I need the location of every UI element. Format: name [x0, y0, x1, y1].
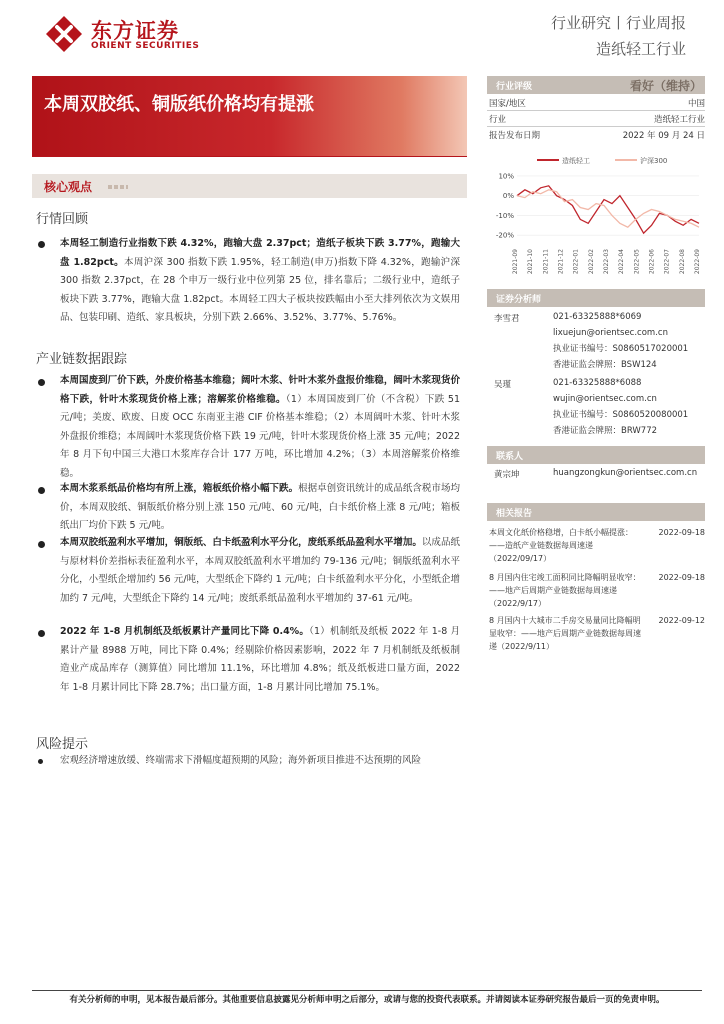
chain-text-3: 以成品纸与原材料价差指标表征盈利水平，本周双胶纸盈利水平增加约 79-136 元/吨；铜版纸盈利水平分化，小型纸企增加约 56 元/吨，大型纸企下降约 1 元/吨；白卡纸盈利水平分化，小型纸企增加约 7 元/吨，大型纸企下降约 14 元/吨；废纸系纸品盈利水平增加约 37-61 元/吨。: [60, 537, 460, 604]
analyst-details: [553, 309, 688, 373]
chain-bold-2: 本周木浆系纸品价格均有所上涨，箱板纸价格小幅下跌。: [60, 483, 299, 494]
analyst-email[interactable]: lixuejun@orientsec.com.cn: [553, 328, 668, 338]
orient-securities-logo: [44, 14, 84, 54]
logo-text-cn: 东方证券: [91, 19, 179, 43]
analyst-phone: 021-63325888*6069: [553, 312, 642, 322]
rating-value: 看好（维持）: [629, 79, 702, 93]
chain-text-2: 根据卓创资讯统计的成品纸含税市场均价，本周双胶纸、铜版纸价格分别上涨 150 元/吨、60 元/吨，白卡纸价格上涨 8 元/吨；箱板纸出厂均价下跌 5 元/吨。: [60, 483, 460, 531]
y-tick-label: 0%: [502, 192, 514, 201]
section-title-market: 行情回顾: [36, 212, 89, 227]
y-tick-label: -10%: [495, 211, 514, 220]
info-value: 中国: [687, 99, 705, 109]
footer-disclaimer: 有关分析师的申明，见本报告最后部分。其他重要信息披露见分析师申明之后部分，或请与您的投资代表联系。并请阅读本证券研究报告最后一页的免责申明。: [69, 995, 665, 1005]
banner-subtitle: ——造纸产业链数据每周速递（2022/09/24）: [209, 210, 459, 224]
series-line: [517, 190, 699, 227]
report-date: 2022-09-18: [658, 573, 705, 582]
chain-text-1: （1）本周国废到厂价（不含税）下跌 51 元/吨；美废、欧废、日废 OCC 东南亚主港 CIF 价格基本维稳；（2）本周阔叶木浆、针叶木浆外盘报价维稳；本周阔叶木浆现货价格下跌 19 元/吨，针叶木浆现货价格上涨 35 元/吨；2022 年 8 月下旬中国三大港口木浆库存合计 177 万吨，环比增加 4.2%；（3）本周溶解浆价格维稳。: [60, 393, 460, 479]
info-key: 报告发布日期: [489, 131, 541, 141]
logo-text-en: ORIENT SECURITIES: [91, 41, 200, 51]
info-key: 行业: [489, 115, 507, 125]
chain-paragraph-4: [60, 623, 460, 697]
x-tick-label: 2022-08: [678, 249, 686, 275]
chain-paragraph-3: [60, 534, 460, 608]
x-tick-label: 2021-12: [557, 249, 565, 275]
chain-bold-3: 本周双胶纸盈利水平增加，铜版纸、白卡纸盈利水平分化，废纸系纸品盈利水平增加。: [60, 537, 422, 548]
chain-bold-4: 2022 年 1-8 月机制纸及纸板累计产量同比下降 0.4%。: [60, 626, 310, 637]
core-view-bar: [32, 174, 467, 198]
report-title[interactable]: 8 月国内住宅竣工面积同比降幅明显收窄：——地产后周期产业链数据每周速递（2022/9/17）: [489, 573, 641, 608]
x-tick-label: 2021-10: [527, 249, 535, 275]
market-bold: 本周轻工制造行业指数下跌 4.32%，跑输大盘 2.37pct；造纸子板块下跌 3.77%，跑输大盘 1.82pct。: [60, 238, 460, 268]
y-tick-label: -20%: [495, 231, 514, 240]
analyst-label: 证券分析师: [496, 295, 542, 305]
reports-label: 相关报告: [496, 509, 533, 519]
divider: [487, 110, 705, 111]
y-tick-label: 10%: [498, 172, 514, 181]
analyst-phone: 021-63325888*6088: [553, 378, 642, 388]
rating-label: 行业评级: [496, 82, 533, 92]
related-report[interactable]: [487, 526, 705, 568]
banner-divider: [32, 156, 467, 157]
x-tick-label: 2022-04: [618, 249, 626, 275]
analyst-details: [553, 375, 688, 439]
section-title-chain: 产业链数据跟踪: [36, 352, 128, 367]
divider: [487, 126, 705, 127]
bullet-icon: [38, 759, 43, 764]
report-title[interactable]: 8 月国内十大城市二手房交易量同比降幅明显收窄：——地产后周期产业链数据每周速递（2022/9/11）: [489, 616, 641, 651]
decorative-dots: [108, 185, 128, 189]
info-key: 国家/地区: [489, 99, 526, 109]
performance-chart: [487, 150, 705, 280]
contact-label: 联系人: [496, 452, 524, 462]
chain-text-4: （1）机制纸及纸板 2022 年 1-8 月累计产量 8988 万吨，同比下降 0.4%；经剔除价格因素影响，2022 年 7 月机制纸及纸板制造业产成品库存（测算值）同比增加 11.1%，环比增加 4.8%；纸及纸板进口量方面，2022 年 1-8 月累计同比下降 28.7%；出口量方面，1-8 月累计同比增加 75.1%。: [60, 626, 460, 693]
info-value: 造纸轻工行业: [653, 115, 705, 125]
analyst-hk: 香港证监会牌照：BSW124: [553, 360, 657, 370]
x-tick-label: 2021-11: [542, 249, 550, 275]
report-date: 2022-09-12: [658, 616, 705, 625]
report-category: 行业研究丨行业周报: [550, 14, 686, 32]
market-paragraph: [60, 235, 460, 328]
analyst-name: 吴瑾: [494, 380, 512, 390]
info-value: 2022 年 09 月 24 日: [622, 131, 705, 141]
contact-name: 黄宗坤: [494, 470, 520, 480]
report-title[interactable]: 本周文化纸价格稳增，白卡纸小幅提涨：——造纸产业链数据每周速递（2022/09/17）: [489, 528, 633, 563]
analyst-name: 李雪君: [494, 314, 520, 324]
core-view-label: 核心观点: [44, 180, 93, 194]
bullet-icon: [38, 487, 45, 494]
x-tick-label: 2022-09: [694, 249, 701, 275]
analyst-cert: 执业证书编号：S0860517020001: [553, 344, 689, 354]
related-report[interactable]: [487, 614, 705, 656]
report-title: 本周双胶纸、铜版纸价格均有提涨: [44, 94, 314, 115]
footer-divider: [32, 990, 702, 991]
x-tick-label: 2022-06: [648, 249, 656, 275]
legend-label: 沪深300: [640, 157, 668, 165]
bullet-icon: [38, 630, 45, 637]
chain-paragraph-2: [60, 480, 460, 536]
x-tick-label: 2022-07: [663, 249, 671, 275]
related-report[interactable]: [487, 571, 705, 613]
chain-paragraph-1: [60, 372, 460, 483]
section-title-risk: 风险提示: [36, 737, 89, 752]
bullet-icon: [38, 541, 45, 548]
analyst-hk: 香港证监会牌照：BRW772: [553, 426, 658, 436]
x-tick-label: 2022-01: [572, 249, 580, 275]
x-tick-label: 2022-03: [603, 249, 610, 275]
report-industry: 造纸轻工行业: [595, 40, 686, 58]
x-tick-label: 2022-05: [633, 249, 641, 275]
x-tick-label: 2021-09: [512, 249, 519, 275]
analyst-cert: 执业证书编号：S0860520080001: [553, 410, 689, 420]
market-text: 本周沪深 300 指数下跌 1.95%，轻工制造(申万)指数下降 4.32%，跑输沪深 300 指数 2.37pct，在 28 个申万一级行业中位列第 25 位，排名靠后；二级行业中，造纸子板块下跌 3.77%，跑输大盘 1.82pct。本周轻工四大子板块按跌幅由小至大排列依次为文娱用品、包装印刷、造纸、家具板块，分别下跌 2.66%、3.52%、3.77%、5.76%。: [60, 256, 460, 323]
report-date: 2022-09-18: [658, 528, 705, 537]
bullet-icon: [38, 379, 45, 386]
analyst-email[interactable]: wujin@orientsec.com.cn: [553, 394, 657, 404]
risk-paragraph: 宏观经济增速放缓、终端需求下滑幅度超预期的风险；海外新项目推进不达预期的风险: [60, 755, 422, 766]
bullet-icon: [38, 241, 45, 248]
chain-bold-1: 本周国废到厂价下跌，外废价格基本维稳；阔叶木浆、针叶木浆外盘报价维稳，阔叶木浆现货价格下跌，针叶木浆现货价格上涨；溶解浆价格维稳。: [60, 375, 460, 405]
contact-email[interactable]: huangzongkun@orientsec.com.cn: [553, 468, 698, 478]
legend-label: 造纸轻工: [562, 157, 590, 165]
x-tick-label: 2022-02: [587, 249, 595, 275]
